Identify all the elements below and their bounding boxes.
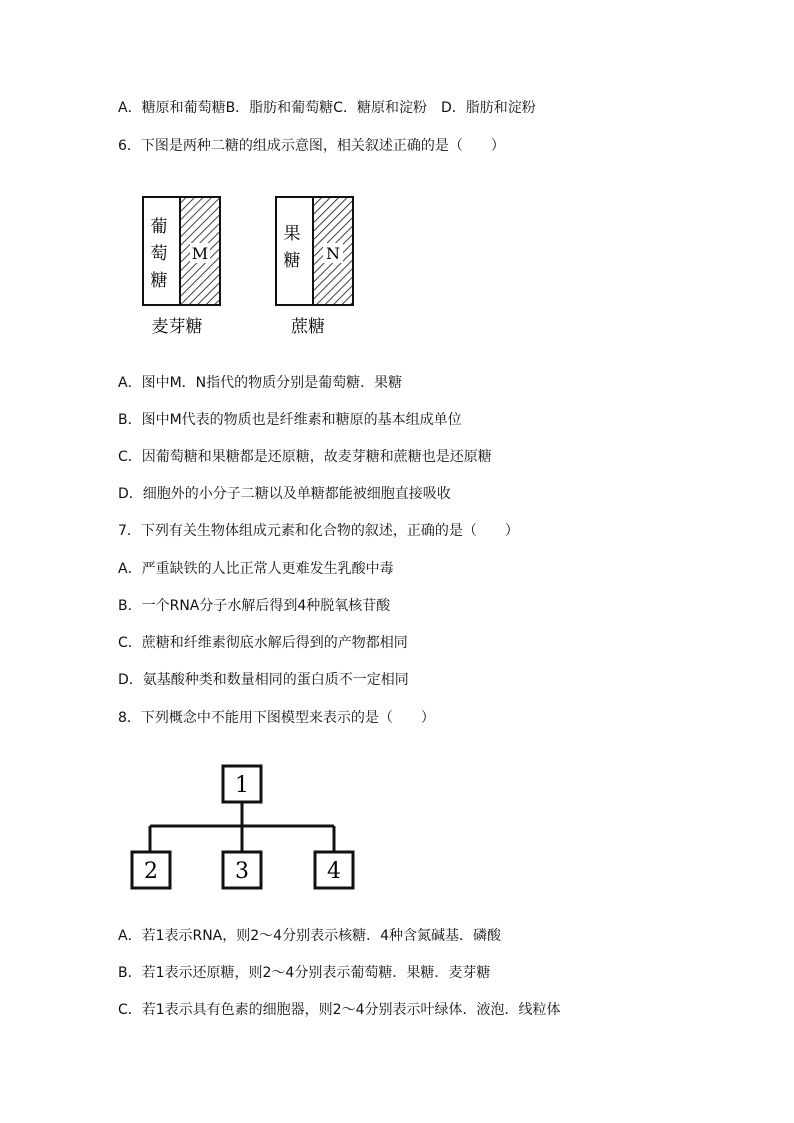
tree-connectors: [150, 802, 334, 852]
sucrose-left-char-2: 糖: [283, 251, 301, 271]
q5-options: A．糖原和葡萄糖B．脂肪和葡萄糖C．糖原和淀粉 D．脂肪和淀粉: [118, 100, 536, 116]
tree-node-2-label: 2: [144, 859, 158, 884]
q8-option-b: B．若1表示还原糖，则2～4分别表示葡萄糖．果糖．麦芽糖: [118, 965, 491, 981]
sucrose-n-label: N: [326, 244, 340, 263]
q7-stem: 7．下列有关生物体组成元素和化合物的叙述，正确的是（ ）: [118, 523, 519, 539]
maltose-diagram: [143, 197, 220, 337]
sucrose-left-char-1: 果: [283, 224, 301, 244]
q8-option-c: C．若1表示具有色素的细胞器，则2～4分别表示叶绿体．液泡．线粒体: [118, 1002, 561, 1018]
q6-disaccharide-figure: [130, 185, 390, 345]
maltose-left-char-2: 萄: [150, 244, 168, 264]
q6-option-a: A．图中M．N指代的物质分别是葡萄糖．果糖: [118, 375, 403, 391]
q7-option-c: C．蔗糖和纤维素彻底水解后得到的产物都相同: [118, 635, 408, 651]
tree-node-1-label: 1: [235, 773, 249, 798]
sucrose-diagram: [276, 197, 353, 337]
maltose-left-char-1: 葡: [150, 217, 168, 237]
q7-option-b: B．一个RNA分子水解后得到4种脱氧核苷酸: [118, 598, 391, 614]
q6-option-b: B．图中M代表的物质也是纤维素和糖原的基本组成单位: [118, 412, 462, 428]
sucrose-caption: 蔗糖: [291, 317, 325, 337]
q6-option-c: C．因葡萄糖和果糖都是还原糖，故麦芽糖和蔗糖也是还原糖: [118, 449, 492, 465]
tree-node-4-label: 4: [327, 859, 341, 884]
maltose-m-label: M: [191, 244, 209, 263]
q6-stem: 6．下图是两种二糖的组成示意图，相关叙述正确的是（ ）: [118, 138, 505, 154]
maltose-left-char-3: 糖: [150, 271, 168, 291]
q6-option-d: D．细胞外的小分子二糖以及单糖都能被细胞直接吸收: [118, 486, 451, 502]
tree-node-3-label: 3: [235, 859, 249, 884]
q7-option-a: A．严重缺铁的人比正常人更难发生乳酸中毒: [118, 561, 394, 577]
q8-tree-figure: [128, 762, 358, 894]
q8-stem: 8．下列概念中不能用下图模型来表示的是（ ）: [118, 710, 435, 726]
q8-option-a: A．若1表示RNA，则2～4分别表示核糖．4种含氮碱基．磷酸: [118, 928, 501, 944]
q7-option-d: D．氨基酸种类和数量相同的蛋白质不一定相同: [118, 672, 409, 688]
maltose-caption: 麦芽糖: [151, 317, 203, 337]
